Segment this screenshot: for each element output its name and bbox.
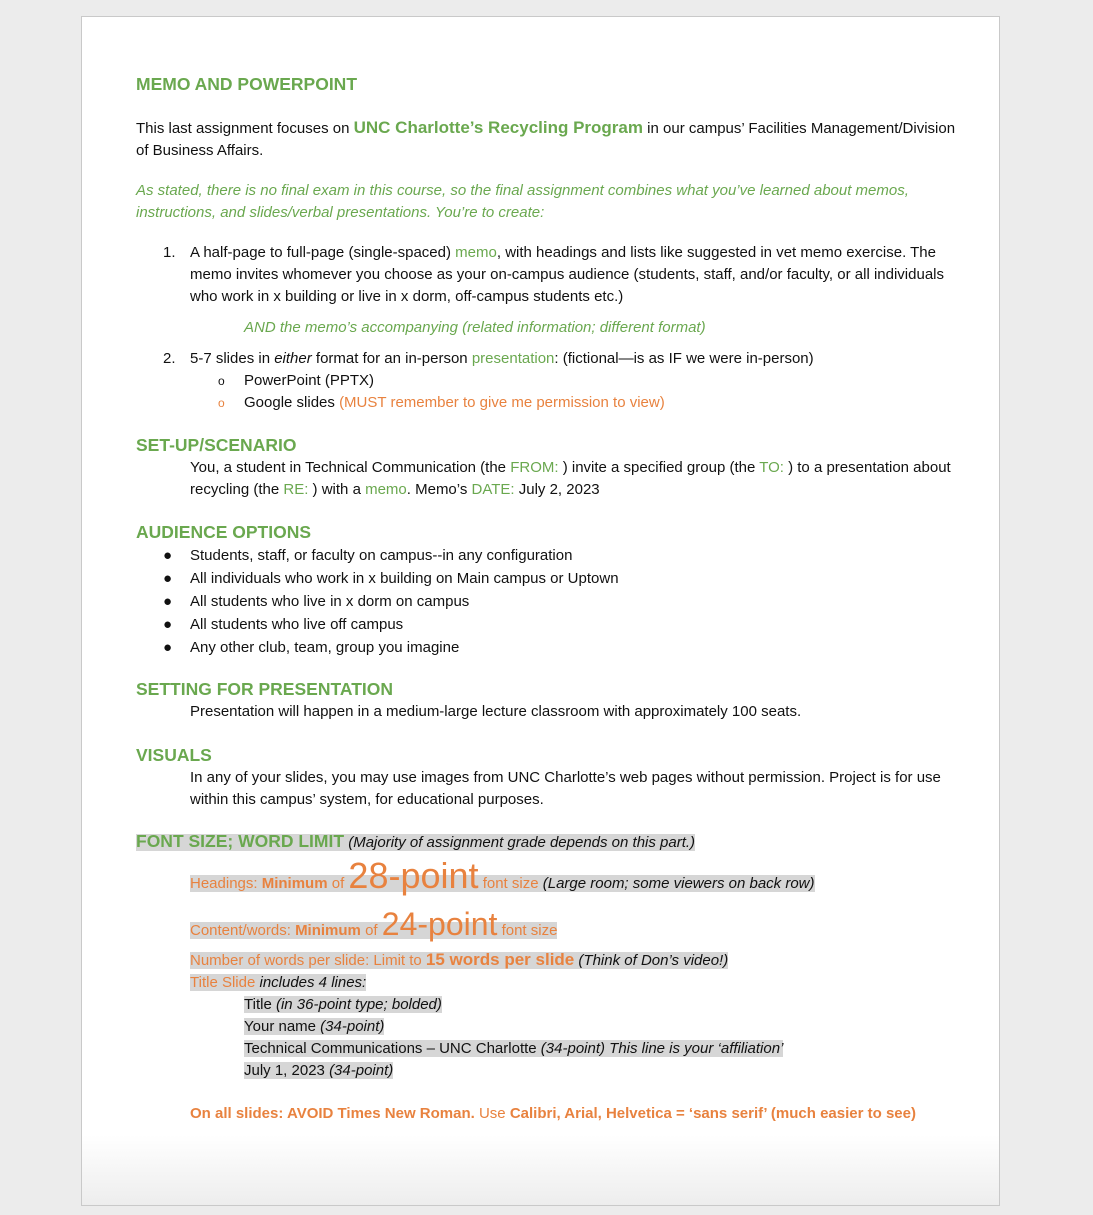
word-limit-rule: Number of words per slide: Limit to 15 words per slide (Think of Don’s video!) (190, 950, 729, 969)
title-slide-line-3: Technical Communications – UNC Charlotte (34-point) This line is your ‘affiliation’ (244, 1040, 784, 1057)
list-item: o Google slides (MUST remember to give me permission to view) (244, 392, 956, 414)
document-content (136, 72, 956, 1125)
deliverables-list-2 (136, 348, 956, 414)
font-warning: On all slides: AVOID Times New Roman. Use Calibri, Arial, Helvetica = ‘sans serif’ (much easier to see) (190, 1105, 916, 1122)
bullet-icon: ● (163, 570, 173, 587)
headings-rule: Headings: Minimum of 28-point font size (Large room; some viewers on back row) (190, 855, 815, 896)
document-page (81, 16, 1000, 1206)
setting-heading: SETTING FOR PRESENTATION (136, 679, 393, 699)
list-item: 1. A half-page to full-page (single-spaced) memo, with headings and lists like suggested in vet memo exercise. The memo invites whomever you choose as your on-campus audience (students, staff, and/or faculty, or all individuals who work in x building or live in x dorm, off-campus students etc.) (163, 244, 944, 305)
list-item: 2. 5-7 slides in either format for an in-person presentation: (fictional—is as IF we were in-person) o PowerPoint (PPTX) o Google slides (MUST remember to give me permission to view) (190, 348, 956, 414)
audience-heading: AUDIENCE OPTIONS (136, 522, 312, 542)
list-item: ● All students who live off campus (190, 613, 956, 636)
visuals-heading: VISUALS (136, 745, 212, 765)
title-slide-line-1: Title (in 36-point type; bolded) (244, 996, 442, 1013)
font-heading: FONT SIZE; WORD LIMIT (136, 831, 345, 851)
bullet-icon: ● (163, 547, 173, 564)
setup-text: You, a student in Technical Communication (the FROM: ) invite a specified group (the TO: ) to a presentation about recycling (the RE: ) with a memo. Memo’s DATE: July 2, 2023 (190, 459, 951, 498)
audience-list (136, 544, 956, 659)
page-bottom-fade (82, 1135, 999, 1205)
stated-paragraph: As stated, there is no final exam in this course, so the final assignment combines what you’ve learned about memos, instructions, and slides/verbal presentations. You’re to create: (136, 182, 909, 221)
bullet-icon: ● (163, 593, 173, 610)
circle-bullet: o (218, 396, 225, 410)
title-slide-line-4: July 1, 2023 (34-point) (244, 1062, 394, 1079)
setting-text: Presentation will happen in a medium-large lecture classroom with approximately 100 seats. (190, 703, 802, 720)
list-item: o PowerPoint (PPTX) (244, 370, 956, 392)
bullet-icon: ● (163, 616, 173, 633)
list-item: ● Students, staff, or faculty on campus--in any configuration (190, 544, 956, 567)
format-options (190, 370, 956, 414)
circle-bullet: o (218, 374, 225, 388)
title-slide-line-2: Your name (34-point) (244, 1018, 385, 1035)
list-item: ● All individuals who work in x building on Main campus or Uptown (190, 567, 956, 590)
intro-paragraph: This last assignment focuses on UNC Charlotte’s Recycling Program in our campus’ Facilities Management/Division of Business Affairs. (136, 118, 956, 159)
setup-heading: SET-UP/SCENARIO (136, 435, 297, 455)
list-item: ● All students who live in x dorm on campus (190, 590, 956, 613)
list-item: ● Any other club, team, group you imagine (190, 636, 956, 659)
visuals-text: In any of your slides, you may use images from UNC Charlotte’s web pages without permission. Project is for use within this campus’ system, for educational purposes. (190, 769, 941, 808)
accompanying-note: AND the memo’s accompanying (related information; different format) (244, 319, 706, 336)
content-rule: Content/words: Minimum of 24-point font size (190, 906, 558, 942)
program-name: UNC Charlotte’s Recycling Program (353, 118, 643, 137)
bullet-icon: ● (163, 639, 173, 656)
title-slide-rule: Title Slide includes 4 lines: (190, 974, 367, 991)
font-heading-line: FONT SIZE; WORD LIMIT (Majority of assignment grade depends on this part.) (136, 831, 696, 851)
deliverables-list (136, 242, 956, 308)
doc-title: MEMO AND POWERPOINT (136, 74, 358, 94)
